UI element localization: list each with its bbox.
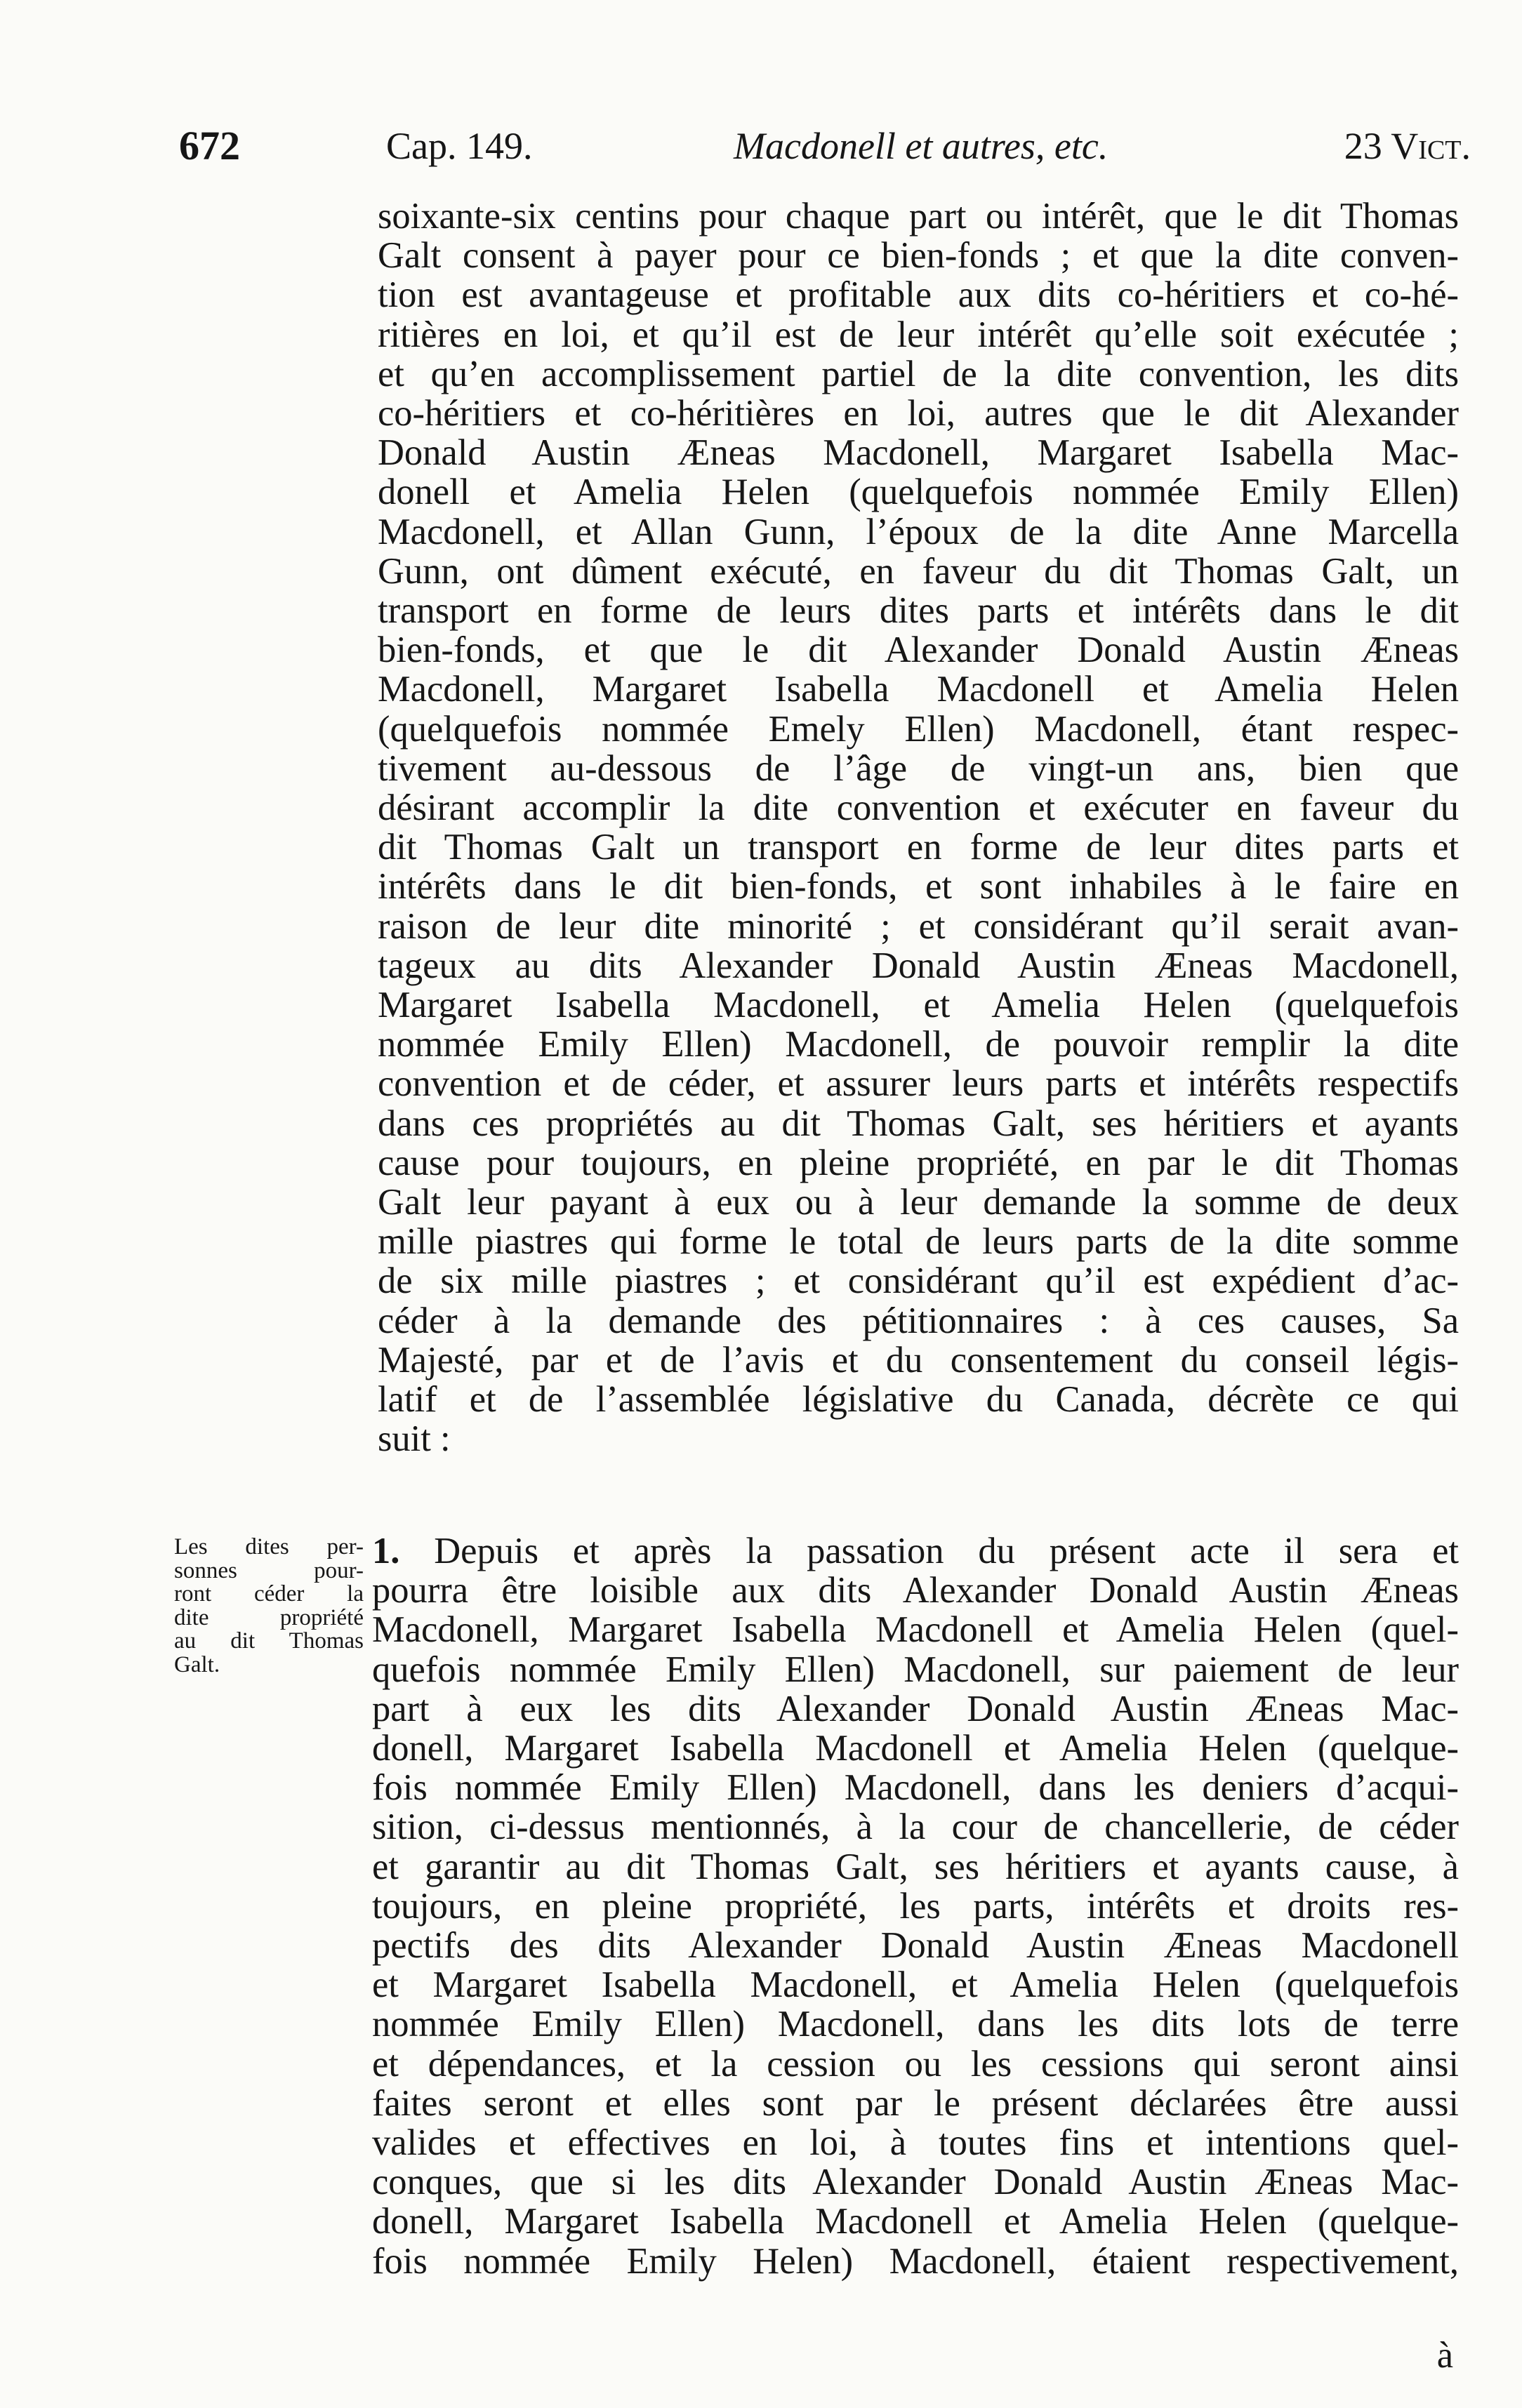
regnal-year: 23 Vict. — [1344, 125, 1471, 167]
text-line: et garantir au dit Thomas Galt, ses héritiers et ayants cause, à — [372, 1846, 1459, 1887]
text-line: tivement au-dessous de l’âge de vingt-un ans, bien que — [378, 747, 1459, 789]
text-line: Galt leur payant à eux ou à leur demande la somme de deux — [378, 1182, 1459, 1223]
text-line: cause pour toujours, en pleine propriété, en par le dit Thomas — [378, 1142, 1459, 1183]
running-title: Macdonell et autres, etc. — [734, 125, 1109, 167]
text-line: intérêts dans le dit bien-fonds, et sont inhabiles à le faire en — [378, 866, 1459, 907]
text-line: dans ces propriétés au dit Thomas Galt, ses héritiers et ayants — [378, 1103, 1459, 1144]
text-line: donell, Margaret Isabella Macdonell et Amelia Helen (quelque- — [372, 2201, 1459, 2242]
text-line: valides et effectives en loi, à toutes fins et intentions quel- — [372, 2122, 1459, 2164]
text-line: nommée Emily Ellen) Macdonell, de pouvoir remplir la dite — [378, 1024, 1459, 1065]
section-number: 1. — [372, 1531, 400, 1571]
text-line: faites seront et elles sont par le présent déclarées être aussi — [372, 2082, 1459, 2124]
text-line: fois nommée Emily Helen) Macdonell, étaient respectivement, — [372, 2240, 1459, 2282]
margin-note — [174, 1536, 364, 1677]
text-line: raison de leur dite minorité ; et considérant qu’il serait avan- — [378, 905, 1459, 947]
text-line: Macdonell, Margaret Isabella Macdonell et Amelia Helen — [378, 669, 1459, 710]
margin-note-line: Les dites per- — [174, 1534, 364, 1559]
preamble-paragraph — [378, 197, 1459, 1459]
text-line: donell, Margaret Isabella Macdonell et Amelia Helen (quelque- — [372, 1728, 1459, 1769]
margin-note-line: Galt. — [174, 1651, 220, 1677]
text-line: dit Thomas Galt un transport en forme de leur dites parts et — [378, 827, 1459, 868]
text-line: pourra être loisible aux dits Alexander Donald Austin Æneas — [372, 1570, 1459, 1611]
text-line: latif et de l’assemblée législative du Canada, décrète ce qui — [378, 1379, 1459, 1421]
text-line: donell et Amelia Helen (quelquefois nommée Emily Ellen) — [378, 472, 1459, 513]
text-line: Majesté, par et de l’avis et du consentement du conseil légis- — [378, 1339, 1459, 1381]
text-line: part à eux les dits Alexander Donald Austin Æneas Mac- — [372, 1688, 1459, 1729]
text-line: quefois nommée Emily Ellen) Macdonell, sur paiement de leur — [372, 1649, 1459, 1690]
text-line: Gunn, ont dûment exécuté, en faveur du dit Thomas Galt, un — [378, 550, 1459, 592]
text-line: et qu’en accomplissement partiel de la dite convention, les dits — [378, 353, 1459, 394]
margin-note-line: au dit Thomas — [174, 1628, 364, 1654]
text-line: et Margaret Isabella Macdonell, et Amelia Helen (quelquefois — [372, 1964, 1459, 2006]
text-line: transport en forme de leurs dites parts et intérêts dans le dit — [378, 590, 1459, 632]
text-line: fois nommée Emily Ellen) Macdonell, dans les deniers d’acqui- — [372, 1767, 1459, 1809]
page-number: 672 — [179, 123, 240, 168]
text-line: sition, ci-dessus mentionnés, à la cour de chancellerie, de céder — [372, 1807, 1459, 1848]
text-line: conques, que si les dits Alexander Donald Austin Æneas Mac- — [372, 2162, 1459, 2203]
text-line: désirant accomplir la dite convention et exécuter en faveur du — [378, 787, 1459, 829]
margin-note-line: ront céder la — [174, 1581, 364, 1607]
chapter-number: Cap. 149. — [386, 125, 533, 167]
text-line: Macdonell, Margaret Isabella Macdonell et Amelia Helen (quel- — [372, 1609, 1459, 1651]
section-1-paragraph — [372, 1531, 1459, 2281]
text-line: céder à la demande des pétitionnaires : à ces causes, Sa — [378, 1300, 1459, 1341]
margin-note-line: sonnes pour- — [174, 1557, 364, 1583]
section-1-first-line — [372, 1531, 1459, 1571]
text-line: nommée Emily Ellen) Macdonell, dans les dits lots de terre — [372, 2004, 1459, 2045]
text-line: ritières en loi, et qu’il est de leur intérêt qu’elle soit exécutée ; — [378, 314, 1459, 355]
text-line: toujours, en pleine propriété, les parts, intérêts et droits res- — [372, 1885, 1459, 1927]
text-line: (quelquefois nommée Emely Ellen) Macdonell, étant respec- — [378, 708, 1459, 750]
text-line: convention et de céder, et assurer leurs parts et intérêts respectifs — [378, 1063, 1459, 1105]
text-line: Donald Austin Æneas Macdonell, Margaret Isabella Mac- — [378, 432, 1459, 474]
margin-note-line: dite propriété — [174, 1604, 364, 1630]
text-line: mille piastres qui forme le total de leurs parts de la dite somme — [378, 1221, 1459, 1263]
text-line: Macdonell, et Allan Gunn, l’époux de la dite Anne Marcella — [378, 511, 1459, 552]
running-header — [179, 118, 1471, 174]
text-line: suit : — [378, 1418, 451, 1460]
text-line: bien-fonds, et que le dit Alexander Donald Austin Æneas — [378, 630, 1459, 671]
text-line: pectifs des dits Alexander Donald Austin Æneas Macdonell — [372, 1925, 1459, 1967]
text-line: soixante-six centins pour chaque part ou intérêt, que le dit Thomas — [378, 196, 1459, 237]
text-line: de six mille piastres ; et considérant qu’il est expédient d’ac- — [378, 1260, 1459, 1302]
text-line: et dépendances, et la cession ou les cessions qui seront ainsi — [372, 2043, 1459, 2084]
text-line: tion est avantageuse et profitable aux dits co-héritiers et co-hé- — [378, 274, 1459, 316]
text-line: tageux au dits Alexander Donald Austin Æneas Macdonell, — [378, 945, 1459, 986]
text-line: co-héritiers et co-héritières en loi, autres que le dit Alexander — [378, 393, 1459, 434]
text-line: Galt consent à payer pour ce bien-fonds ; et que la dite conven- — [378, 235, 1459, 277]
catchword: à — [1436, 2335, 1453, 2376]
text-line: Margaret Isabella Macdonell, et Amelia Helen (quelquefois — [378, 985, 1459, 1026]
section-1-first-line-text: Depuis et après la passation du présent acte il sera et — [399, 1531, 1459, 1571]
